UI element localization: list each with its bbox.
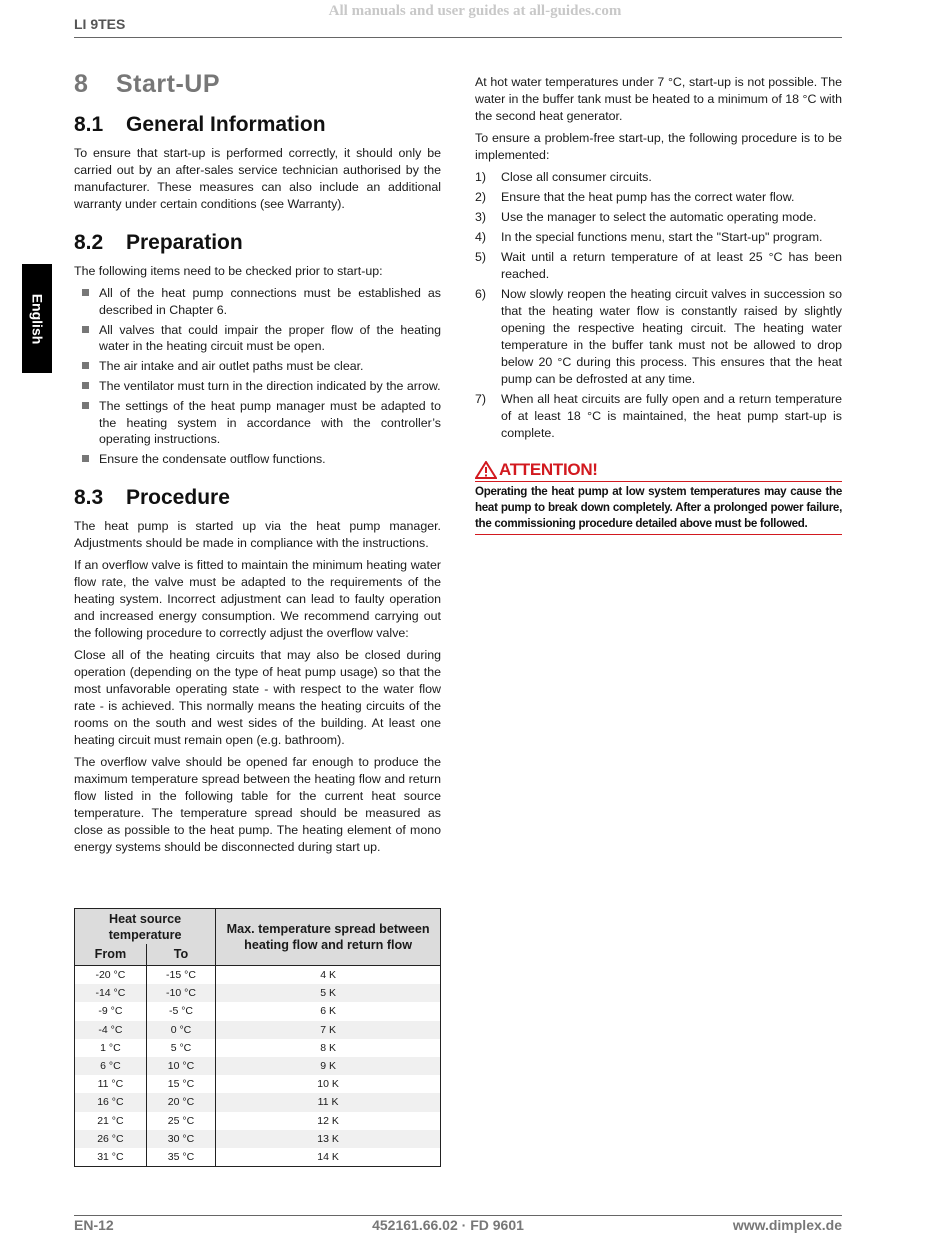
step-item xyxy=(475,189,842,206)
step-number: 6) xyxy=(475,287,487,301)
step-item xyxy=(475,229,842,246)
cell-to: 30 °C xyxy=(146,1130,215,1148)
footer-divider xyxy=(74,1215,842,1216)
section-title: Preparation xyxy=(126,231,243,254)
heat-source-header: Heat source temperature xyxy=(75,909,216,945)
section-number: 8.2 xyxy=(74,231,104,254)
step-text: Close all consumer circuits. xyxy=(501,170,652,184)
watermark: All manuals and user guides at all-guides.com xyxy=(328,3,622,19)
table-row xyxy=(75,1057,441,1075)
table-row xyxy=(75,1039,441,1057)
bullet-square-icon xyxy=(82,382,89,389)
chapter-number: 8 xyxy=(74,70,89,98)
list-item-text: All of the heat pump connections must be established as described in Chapter 6. xyxy=(99,286,441,317)
bullet-square-icon xyxy=(82,402,89,409)
cell-from: -4 °C xyxy=(75,1021,147,1039)
paragraph: The heat pump is started up via the heat pump manager. Adjustments should be made in compliance with the instructions. xyxy=(74,518,441,550)
step-text: Ensure that the heat pump has the correct water flow. xyxy=(501,190,795,204)
paragraph: The following items need to be checked prior to start-up: xyxy=(74,264,383,278)
table-row xyxy=(75,1021,441,1039)
cell-to: -10 °C xyxy=(146,984,215,1002)
cell-to: 0 °C xyxy=(146,1021,215,1039)
cell-from: -9 °C xyxy=(75,1002,147,1020)
table-row xyxy=(75,984,441,1002)
cell-from: 1 °C xyxy=(75,1039,147,1057)
bullet-square-icon xyxy=(82,289,89,296)
attention-title: ATTENTION! xyxy=(499,460,598,479)
chapter-title-text: Start-UP xyxy=(116,70,221,98)
language-tab-label: English xyxy=(29,293,45,344)
left-column xyxy=(74,70,441,874)
cell-from: -14 °C xyxy=(75,984,147,1002)
cell-from: 16 °C xyxy=(75,1093,147,1111)
section-number: 8.1 xyxy=(74,113,104,136)
step-number: 5) xyxy=(475,250,487,264)
list-item xyxy=(74,451,441,468)
list-item xyxy=(74,285,441,319)
header-divider xyxy=(74,37,842,38)
step-text: In the special functions menu, start the "Start-up" program. xyxy=(501,230,823,244)
step-number: 7) xyxy=(475,392,487,406)
list-item-text: The air intake and air outlet paths must be clear. xyxy=(99,359,364,374)
section-heading xyxy=(74,113,441,137)
list-item xyxy=(74,378,441,395)
language-tab xyxy=(22,264,52,373)
bullet-square-icon xyxy=(82,362,89,369)
cell-to: 15 °C xyxy=(146,1075,215,1093)
website-link[interactable]: www.dimplex.de xyxy=(732,1217,842,1233)
section-procedure xyxy=(74,486,441,856)
step-number: 4) xyxy=(475,230,487,244)
right-column xyxy=(475,74,842,535)
cell-spread: 14 K xyxy=(216,1148,441,1167)
table-row xyxy=(75,1112,441,1130)
list-item xyxy=(74,322,441,356)
paragraph: If an overflow valve is fitted to maintain the minimum heating water flow rate, the valve must be adapted to the requirements of the heating system. Incorrect adjustment can lead to faulty operation and increased energy consumption. We recommend carrying out the following procedure to correctly adjust the overflow valve: xyxy=(74,557,441,640)
cell-from: 26 °C xyxy=(75,1130,147,1148)
section-preparation xyxy=(74,231,441,468)
list-item-text: The ventilator must turn in the direction indicated by the arrow. xyxy=(99,378,441,393)
cell-from: 21 °C xyxy=(75,1112,147,1130)
section-heading xyxy=(74,231,441,255)
table-row xyxy=(75,1093,441,1111)
list-item xyxy=(74,358,441,375)
model-header: LI 9TES xyxy=(74,16,126,32)
section-general-information xyxy=(74,113,441,213)
step-item xyxy=(475,286,842,388)
attention-box xyxy=(475,460,842,535)
bullet-square-icon xyxy=(82,326,89,333)
cell-from: -20 °C xyxy=(75,966,147,985)
list-item-text: Ensure the condensate outflow functions. xyxy=(99,452,326,467)
temperature-spread-table xyxy=(74,908,441,1167)
cell-to: 35 °C xyxy=(146,1148,215,1167)
cell-from: 31 °C xyxy=(75,1148,147,1167)
cell-spread: 8 K xyxy=(216,1039,441,1057)
list-item xyxy=(74,398,441,448)
cell-to: 20 °C xyxy=(146,1093,215,1111)
table-row xyxy=(75,1075,441,1093)
step-item xyxy=(475,209,842,226)
step-number: 2) xyxy=(475,190,487,204)
cell-to: 10 °C xyxy=(146,1057,215,1075)
cell-spread: 10 K xyxy=(216,1075,441,1093)
cell-spread: 7 K xyxy=(216,1021,441,1039)
step-text: Wait until a return temperature of at least 25 °C has been reached. xyxy=(501,250,842,281)
list-item-text: The settings of the heat pump manager must be adapted to the heating system in accordance with the controller’s operating instructions. xyxy=(99,398,441,447)
cell-spread: 13 K xyxy=(216,1130,441,1148)
table-row xyxy=(75,1130,441,1148)
page-number: EN-12 xyxy=(74,1217,114,1233)
cell-to: -15 °C xyxy=(146,966,215,985)
cell-spread: 6 K xyxy=(216,1002,441,1020)
table-body xyxy=(75,966,441,1167)
cell-spread: 11 K xyxy=(216,1093,441,1111)
paragraph: Close all of the heating circuits that may also be closed during operation (depending on the type of heat pump usage) so that the most unfavorable operating state - with respect to the water flow rate - is achieved. This normally means the heating circuits of the rooms on the south and west sides of the building. At least one heating circuit must remain open (e.g. bathroom). xyxy=(74,647,441,747)
step-item xyxy=(475,169,842,186)
step-text: When all heat circuits are fully open and a return temperature of at least 18 °C is maintained, the heat pump start-up is complete. xyxy=(501,392,842,440)
cell-spread: 9 K xyxy=(216,1057,441,1075)
bullet-square-icon xyxy=(82,455,89,462)
step-item xyxy=(475,249,842,283)
warning-triangle-icon xyxy=(475,461,497,479)
from-header: From xyxy=(75,944,147,966)
table-row xyxy=(75,1148,441,1167)
section-number: 8.3 xyxy=(74,485,104,509)
list-item-text: All valves that could impair the proper flow of the heating water in the heating circuit must be open. xyxy=(99,322,441,354)
paragraph: The overflow valve should be opened far enough to produce the maximum temperature spread between the heating flow and return flow listed in the following table for the current heat source temperature. The temperature spread should be measured as close as possible to the heat pump. The heating element of mono energy systems should be disconnected during start up. xyxy=(74,754,441,854)
cell-spread: 12 K xyxy=(216,1112,441,1130)
step-item xyxy=(475,391,842,442)
spread-header: Max. temperature spread between heating flow and return flow xyxy=(216,909,441,966)
cell-from: 11 °C xyxy=(75,1075,147,1093)
to-header: To xyxy=(146,944,215,966)
section-title: Procedure xyxy=(126,485,230,509)
paragraph: To ensure a problem-free start-up, the following procedure is to be implemented: xyxy=(475,131,842,162)
cell-to: -5 °C xyxy=(146,1002,215,1020)
attention-text: Operating the heat pump at low system temperatures may cause the heat pump to break down completely. After a prolonged power failure, the commissioning procedure detailed above must be followed. xyxy=(475,485,842,530)
attention-header xyxy=(475,460,842,480)
cell-to: 25 °C xyxy=(146,1112,215,1130)
attention-bottom-rule xyxy=(475,534,842,535)
chapter-title xyxy=(74,70,441,99)
table-row xyxy=(75,966,441,985)
paragraph: To ensure that start-up is performed correctly, it should only be carried out by an after-sales service technician authorised by the manufacturer. These measures can also include an additional warranty under certain conditions (see Warranty). xyxy=(74,146,441,211)
step-number: 1) xyxy=(475,170,487,184)
step-number: 3) xyxy=(475,210,487,224)
document-number: 452161.66.02 · FD 9601 xyxy=(372,1217,524,1233)
section-title: General Information xyxy=(126,113,326,136)
cell-from: 6 °C xyxy=(75,1057,147,1075)
step-text: Now slowly reopen the heating circuit valves in succession so that the heating water flow is constantly raised by slightly opening the respective heating circuit. The heating water temperature in the buffer tank must not be allowed to drop below 20 °C during this process. This ensures that the heat pump can be defrosted at any time. xyxy=(501,287,842,386)
checklist xyxy=(74,285,441,468)
table-row xyxy=(75,1002,441,1020)
section-heading xyxy=(74,486,441,510)
cell-to: 5 °C xyxy=(146,1039,215,1057)
step-text: Use the manager to select the automatic operating mode. xyxy=(501,210,817,224)
procedure-steps xyxy=(475,169,842,442)
cell-spread: 4 K xyxy=(216,966,441,985)
paragraph: At hot water temperatures under 7 °C, start-up is not possible. The water in the buffer tank must be heated to a minimum of 18 °C with the second heat generator. xyxy=(475,75,842,123)
cell-spread: 5 K xyxy=(216,984,441,1002)
